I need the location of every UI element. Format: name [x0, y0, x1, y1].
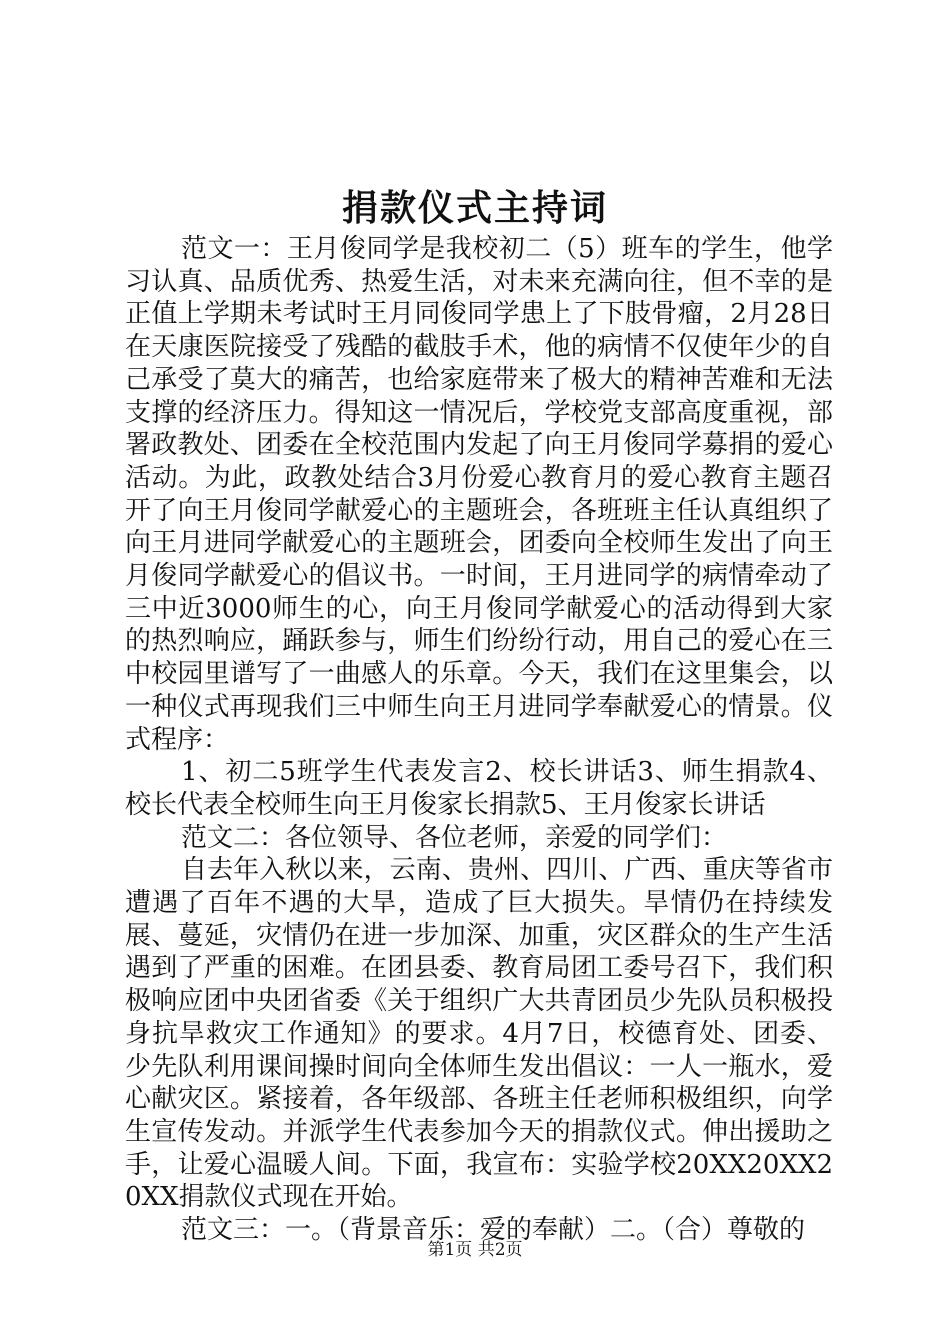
paragraph-sample-two-body: 自去年入秋以来，云南、贵州、四川、广西、重庆等省市遭遇了百年不遇的大旱，造成了巨大损失。旱情仍在持续发展、蔓延，灾情仍在进一步加深、加重，灾区群众的生产生活遇到了严重的困难。在团县委、教育局团工委号召下，我们积极响应团中央团省委《关于组织广大共青团员少先队员积极投身抗旱救灾工作通知》的要求。4月7日，校德育处、团委、少先队利用课间操时间向全体师生发出倡议：一人一瓶水，爱心献灾区。紧接着，各年级部、各班主任老师积极组织，向学生宣传发动。并派学生代表参加今天的捐款仪式。伸出援助之手，让爱心温暖人间。下面，我宣布：实验学校20XX20XX20XX捐款仪式现在开始。: [125, 855, 833, 1213]
paragraph-program-list: 1、初二5班学生代表发言2、校长讲话3、师生捐款4、校长代表全校师生向王月俊家长捐款5、王月俊家长讲话: [125, 757, 833, 820]
paragraph-sample-one: 范文一：王月俊同学是我校初二（5）班车的学生，他学习认真、品质优秀、热爱生活，对未来充满向往，但不幸的是正值上学期未考试时王月同俊同学患上了下肢骨瘤，2月28日在天康医院接受了残酷的截肢手术，他的病情不仅使年少的自己承受了莫大的痛苦，也给家庭带来了极大的精神苦难和无法支撑的经济压力。得知这一情况后，学校党支部高度重视，部署政教处、团委在全校范围内发起了向王月俊同学募捐的爱心活动。为此，政教处结合3月份爱心教育月的爱心教育主题召开了向王月俊同学献爱心的主题班会，各班班主任认真组织了向王月进同学献爱心的主题班会，团委向全校师生发出了向王月俊同学献爱心的倡议书。一时间，王月进同学的病情牵动了三中近3000师生的心，向王月俊同学献爱心的活动得到大家的热烈响应，踊跃参与，师生们纷纷行动，用自己的爱心在三中校园里谱写了一曲感人的乐章。今天，我们在这里集会，以一种仪式再现我们三中师生向王月进同学奉献爱心的情景。仪式程序：: [125, 234, 833, 755]
document-title: 捐款仪式主持词: [341, 187, 608, 229]
page-footer: 第1页 共2页: [427, 1240, 523, 1260]
paragraph-sample-two-greeting: 范文二：各位领导、各位老师，亲爱的同学们：: [181, 822, 728, 853]
document-body: [125, 233, 833, 1247]
paragraph-sample-three: 范文三：一。（背景音乐：爱的奉献）二。（合）尊敬的: [181, 1215, 806, 1246]
